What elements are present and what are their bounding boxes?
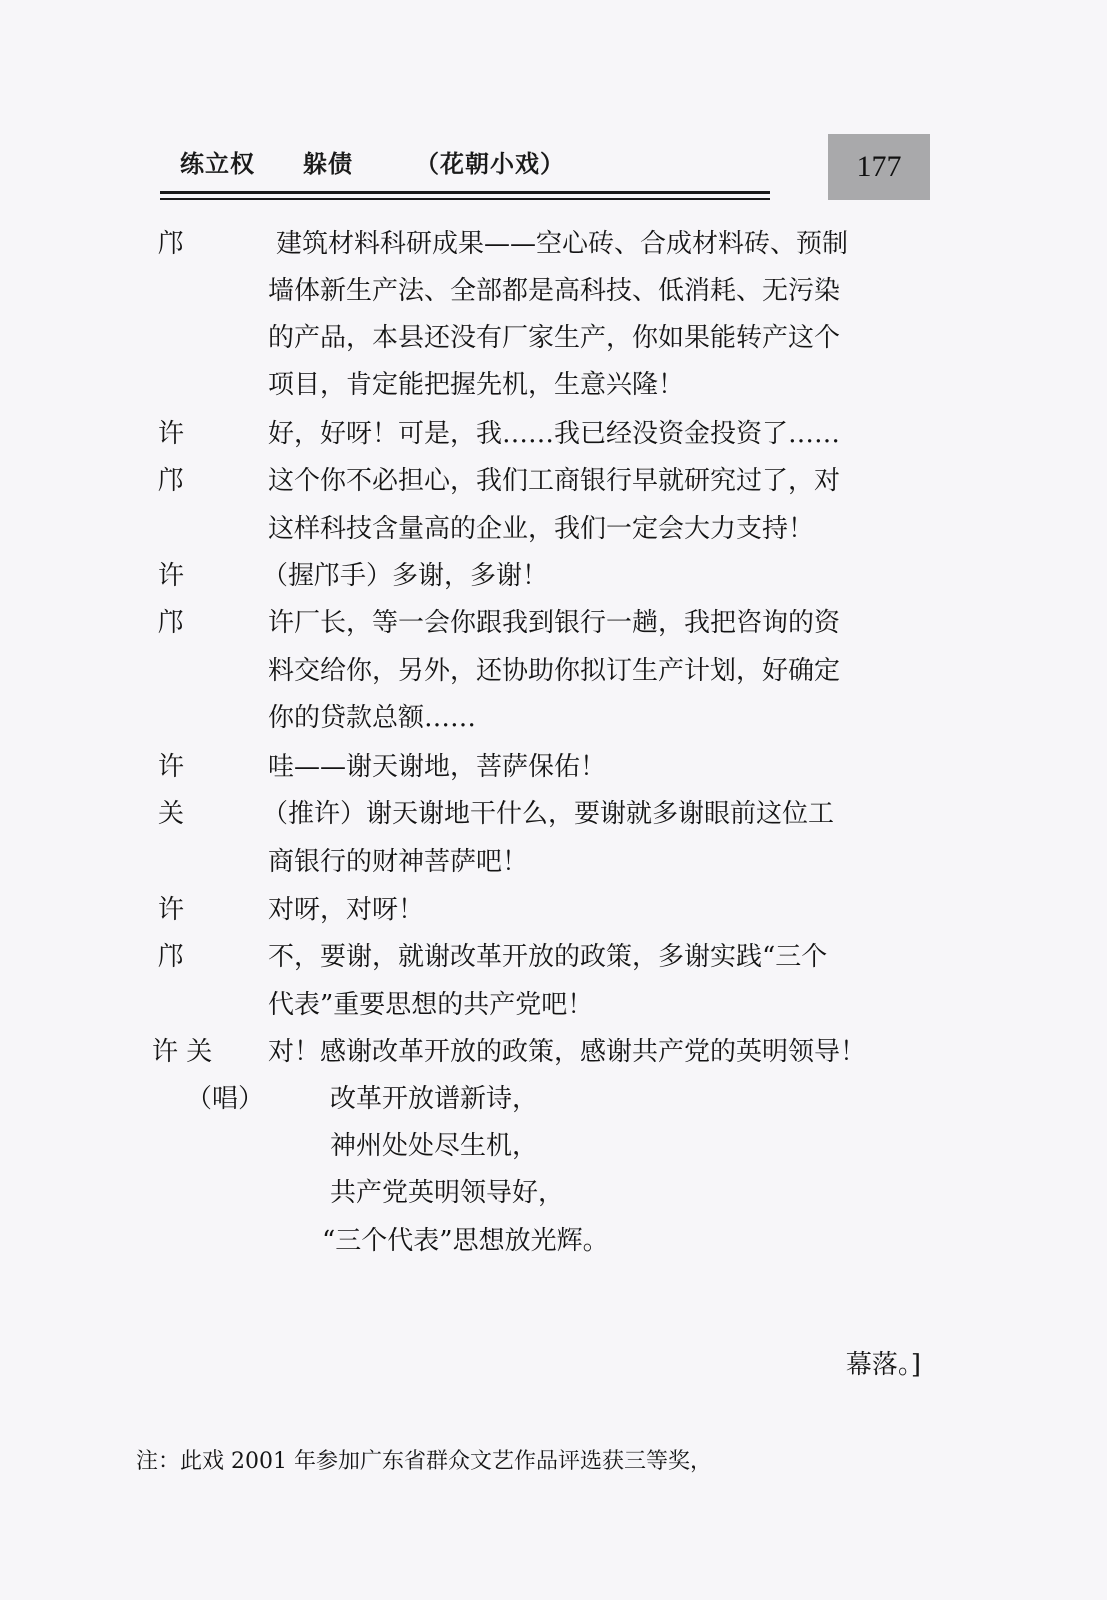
header-rule-thick	[160, 191, 770, 194]
footnote: 注：此戏 2001 年参加广东省群众文艺作品评选获三等奖，	[136, 1449, 712, 1474]
verse-line: 改革开放谱新诗，	[330, 1084, 539, 1114]
header-play-title: 躲债	[303, 150, 353, 178]
running-header	[180, 144, 565, 179]
header-author: 练立权	[180, 150, 255, 178]
sing-direction: （唱）	[186, 1084, 265, 1114]
dialogue-line: （推许）谢天谢地干什么，要谢就多谢眼前这位工	[262, 799, 835, 829]
speaker-label: 邝	[158, 942, 185, 972]
curtain-direction: 幕落。]	[845, 1350, 921, 1380]
speaker-label: 许 关	[152, 1037, 213, 1067]
dialogue-line: 对呀，对呀！	[268, 895, 425, 925]
dialogue-line: 代表”重要思想的共产党吧！	[268, 990, 594, 1020]
dialogue-line: 哇——谢天谢地，菩萨保佑！	[268, 752, 607, 782]
dialogue-line: 商银行的财神菩萨吧！	[268, 847, 529, 877]
dialogue-line: 不，要谢，就谢改革开放的政策，多谢实践“三个	[268, 942, 828, 972]
dialogue-line: 建筑材料科研成果——空心砖、合成材料砖、预制	[276, 229, 849, 259]
speaker-label: 许	[158, 561, 185, 591]
verse-line: “三个代表”思想放光辉。	[322, 1226, 609, 1256]
verse-line: 神州处处尽生机，	[330, 1131, 539, 1161]
speaker-label: 许	[158, 752, 185, 782]
dialogue-line: 墙体新生产法、全部都是高科技、低消耗、无污染	[268, 276, 841, 306]
dialogue-line: 项目，肯定能把握先机，生意兴隆！	[268, 370, 685, 400]
dialogue-line: 好，好呀！可是，我……我已经没资金投资了……	[268, 419, 841, 449]
header-genre: （花朝小戏）	[415, 150, 565, 178]
dialogue-line: 料交给你，另外，还协助你拟订生产计划，好确定	[268, 656, 841, 686]
dialogue-line: 许厂长，等一会你跟我到银行一趟，我把咨询的资	[268, 608, 841, 638]
speaker-label: 邝	[158, 608, 185, 638]
speaker-label: 关	[158, 799, 185, 829]
dialogue-line: （握邝手）多谢，多谢！	[262, 561, 549, 591]
speaker-label: 邝	[158, 229, 185, 259]
dialogue-line: 这个你不必担心，我们工商银行早就研究过了，对	[268, 466, 841, 496]
speaker-label: 许	[158, 895, 185, 925]
speaker-label: 许	[158, 419, 185, 449]
verse-line: 共产党英明领导好，	[330, 1178, 565, 1208]
page-number: 177	[828, 134, 930, 200]
dialogue-line: 对！感谢改革开放的政策，感谢共产党的英明领导！	[268, 1037, 867, 1067]
dialogue-line: 这样科技含量高的企业，我们一定会大力支持！	[268, 514, 815, 544]
dialogue-line: 的产品，本县还没有厂家生产，你如果能转产这个	[268, 323, 841, 353]
dialogue-line: 你的贷款总额……	[268, 703, 477, 733]
speaker-label: 邝	[158, 466, 185, 496]
header-rule-thin	[160, 198, 770, 200]
